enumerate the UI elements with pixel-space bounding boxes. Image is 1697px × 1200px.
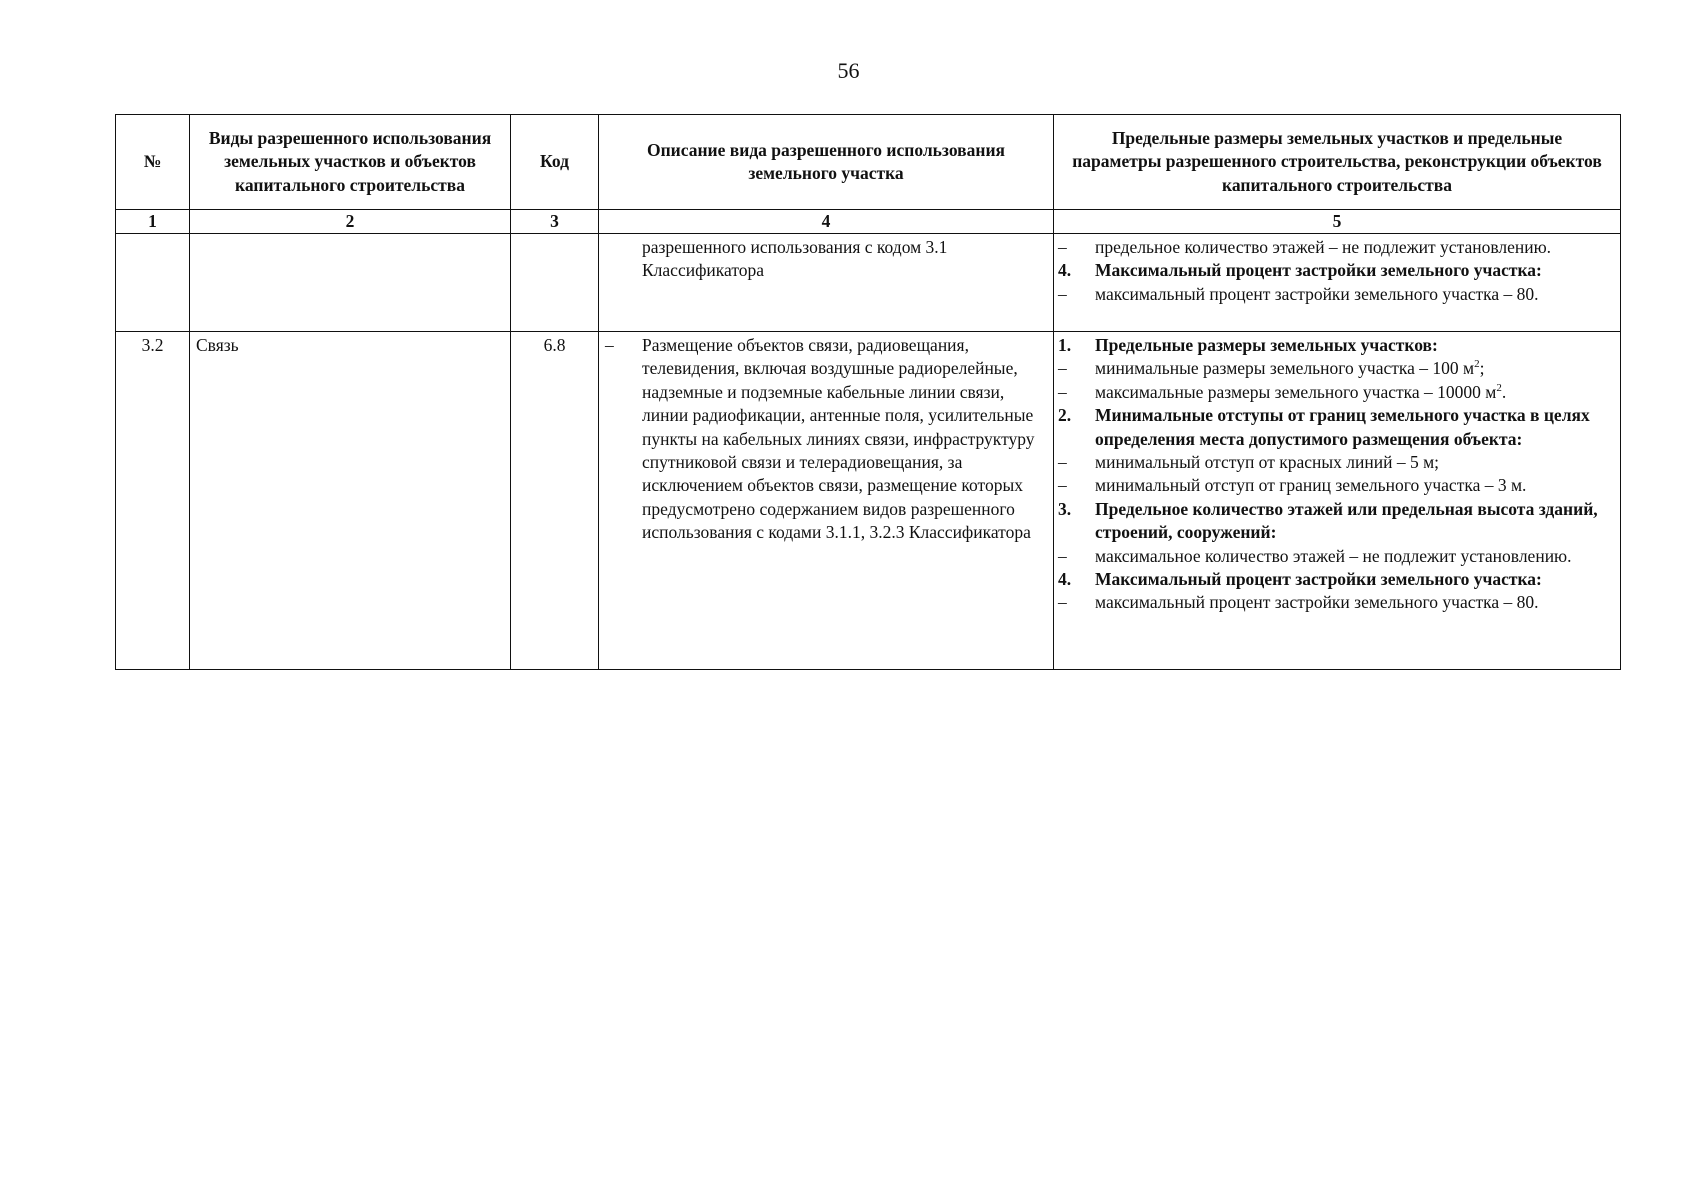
parameter-text bbox=[1095, 545, 1616, 568]
use-type-name-cell bbox=[190, 234, 511, 332]
table-row bbox=[116, 234, 1621, 332]
parameters-cell bbox=[1054, 234, 1621, 332]
dash-marker: – bbox=[1058, 283, 1067, 304]
dash-marker: – bbox=[1058, 237, 1067, 257]
description-cell bbox=[599, 332, 1054, 670]
row-number-cell: 3.2 bbox=[116, 332, 190, 670]
table-row bbox=[116, 332, 1621, 670]
use-code-cell bbox=[511, 234, 599, 332]
parameter-text-main: предельное количество этажей – не подлежит установлению. bbox=[1095, 237, 1552, 257]
parameter-text-main: Предельные размеры земельных участков: bbox=[1095, 335, 1438, 355]
header-use-types: Виды разрешенного использования земельных участков и объектов капитального строительства bbox=[190, 115, 511, 210]
description-cell bbox=[599, 234, 1054, 332]
page-number: 56 bbox=[837, 58, 860, 83]
header-parameters: Предельные размеры земельных участков и предельные параметры разрешенного строительства, реконструкции объектов капитального строительства bbox=[1054, 115, 1621, 210]
row-number-cell bbox=[116, 234, 190, 332]
parameter-text bbox=[1095, 498, 1616, 545]
parameter-text bbox=[1095, 334, 1616, 357]
column-number: 2 bbox=[190, 210, 511, 234]
list-number: 3. bbox=[1058, 498, 1072, 519]
use-code-cell: 6.8 bbox=[511, 332, 599, 670]
dash-marker: – bbox=[1058, 475, 1067, 496]
parameter-text bbox=[1095, 283, 1616, 306]
parameter-text-main: минимальный отступ от красных линий – 5 м; bbox=[1095, 452, 1440, 473]
parameter-text-main: максимальный процент застройки земельного участка – 80. bbox=[1095, 592, 1539, 613]
superscript: 2 bbox=[1496, 381, 1502, 394]
parameter-heading bbox=[1058, 259, 1616, 282]
list-number: 4. bbox=[1058, 569, 1072, 590]
description-text: Размещение объектов связи, радиовещания, телевидения, включая воздушные радиорелейные, надземные и подземные кабельные линии связи, линии радиофикации, антенные поля, усилительные пункты на кабельных линиях связи, инфраструктуру спутниковой связи и телерадиовещания, за исключением объектов связи, размещение которых предусмотрено содержанием видов разрешенного использования с кодами 3.1.1, 3.2.3 Классификатора bbox=[642, 335, 1035, 543]
parameter-item bbox=[1058, 236, 1616, 259]
parameter-text-main: Предельное количество этажей или предельная высота зданий, строений, сооружений: bbox=[1095, 498, 1598, 543]
parameter-item bbox=[1058, 591, 1616, 614]
punctuation: . bbox=[1501, 381, 1507, 402]
table-header-row bbox=[116, 115, 1621, 210]
dash-marker: – bbox=[1058, 358, 1067, 379]
header-number: № bbox=[116, 115, 190, 210]
parameter-heading bbox=[1058, 404, 1616, 451]
parameter-heading bbox=[1058, 498, 1616, 545]
parameter-text-main: минимальные размеры земельного участка – 100 м bbox=[1095, 358, 1475, 379]
parameter-text-main: Максимальный процент застройки земельного участка: bbox=[1095, 260, 1542, 281]
list-number: 4. bbox=[1058, 260, 1072, 281]
parameter-text bbox=[1095, 259, 1616, 282]
column-number: 4 bbox=[599, 210, 1054, 234]
punctuation: ; bbox=[1479, 358, 1485, 379]
parameters-cell bbox=[1054, 332, 1621, 670]
parameter-text bbox=[1095, 381, 1616, 404]
parameter-heading bbox=[1058, 568, 1616, 591]
parameter-text bbox=[1095, 568, 1616, 591]
description-text: разрешенного использования с кодом 3.1 Классификатора bbox=[642, 237, 948, 281]
description-line bbox=[605, 334, 1047, 545]
list-number: 2. bbox=[1058, 405, 1072, 426]
parameter-text bbox=[1095, 474, 1616, 497]
header-code: Код bbox=[511, 115, 599, 210]
parameter-text-main: Минимальные отступы от границ земельного участка в целях определения места допустимого размещения объекта: bbox=[1095, 405, 1590, 449]
parameter-text bbox=[1095, 357, 1616, 380]
parameter-text-main: максимальные размеры земельного участка – 10000 м bbox=[1095, 381, 1497, 402]
dash-marker: – bbox=[1058, 381, 1067, 402]
parameter-text-main: максимальное количество этажей – не подлежит установлению. bbox=[1095, 545, 1572, 566]
dash-marker: – bbox=[605, 335, 614, 355]
parameter-text bbox=[1095, 451, 1616, 474]
parameter-item bbox=[1058, 381, 1616, 404]
parameter-item bbox=[1058, 545, 1616, 568]
parameter-text-main: Максимальный процент застройки земельного участка: bbox=[1095, 569, 1542, 590]
parameter-item bbox=[1058, 474, 1616, 497]
dash-marker: – bbox=[1058, 592, 1067, 613]
parameter-item bbox=[1058, 283, 1616, 306]
parameter-text bbox=[1095, 591, 1616, 614]
parameter-text-main: максимальный процент застройки земельного участка – 80. bbox=[1095, 283, 1539, 304]
parameter-heading bbox=[1058, 334, 1616, 357]
regulations-table bbox=[115, 114, 1621, 670]
column-number: 5 bbox=[1054, 210, 1621, 234]
superscript: 2 bbox=[1474, 358, 1480, 371]
column-number: 3 bbox=[511, 210, 599, 234]
table-body bbox=[116, 234, 1621, 670]
column-numbers-row bbox=[116, 210, 1621, 234]
column-number: 1 bbox=[116, 210, 190, 234]
dash-marker: – bbox=[1058, 452, 1067, 473]
parameter-item bbox=[1058, 451, 1616, 474]
parameter-text bbox=[1095, 404, 1616, 451]
use-type-name-cell: Связь bbox=[190, 332, 511, 670]
parameter-text bbox=[1095, 236, 1616, 259]
header-description: Описание вида разрешенного использования земельного участка bbox=[599, 115, 1054, 210]
dash-marker: – bbox=[1058, 545, 1067, 566]
parameter-item bbox=[1058, 357, 1616, 380]
parameter-text-main: минимальный отступ от границ земельного участка – 3 м. bbox=[1095, 475, 1527, 496]
list-number: 1. bbox=[1058, 335, 1072, 355]
